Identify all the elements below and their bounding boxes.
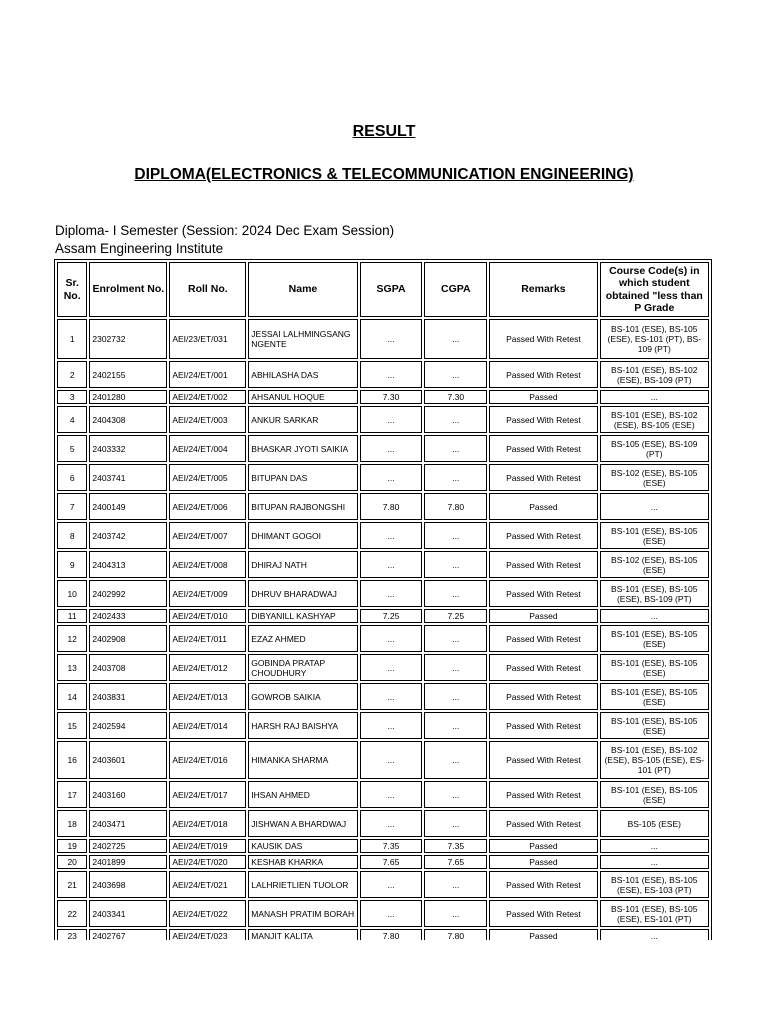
cell-sr-no: 21 [57,871,87,898]
cell-cgpa: ... [424,361,487,388]
cell-remarks: Passed With Retest [489,900,597,927]
cell-name: BITUPAN RAJBONGSHI [248,493,357,520]
cell-course-codes: ... [600,839,709,853]
table-row [57,654,709,681]
table-row [57,855,709,869]
cell-name: KAUSIK DAS [248,839,357,853]
cell-roll-no: AEI/24/ET/002 [169,390,246,404]
table-row [57,406,709,433]
cell-remarks: Passed With Retest [489,551,597,578]
cell-remarks: Passed With Retest [489,361,597,388]
cell-sr-no: 2 [57,361,87,388]
cell-sgpa: 7.35 [360,839,423,853]
cell-cgpa: 7.65 [424,855,487,869]
cell-name: MANJIT KALITA [248,929,357,940]
cell-course-codes: BS-101 (ESE), BS-105 (ESE) [600,781,709,808]
cell-sgpa: 7.80 [360,493,423,520]
cell-sr-no: 22 [57,900,87,927]
cell-course-codes: BS-105 (ESE) [600,810,709,837]
cell-sr-no: 19 [57,839,87,853]
cell-course-codes: BS-101 (ESE), BS-105 (ESE), ES-101 (PT), BS-109 (PT) [600,319,709,359]
cell-sgpa: 7.65 [360,855,423,869]
cell-sr-no: 10 [57,580,87,607]
column-header-sgpa: SGPA [360,262,423,317]
cell-enrolment-no: 2404308 [89,406,167,433]
cell-remarks: Passed With Retest [489,406,597,433]
cell-enrolment-no: 2403698 [89,871,167,898]
cell-sgpa: ... [360,810,423,837]
cell-enrolment-no: 2403341 [89,900,167,927]
cell-name: GOWROB SAIKIA [248,683,357,710]
table-row [57,683,709,710]
cell-roll-no: AEI/24/ET/006 [169,493,246,520]
cell-name: BHASKAR JYOTI SAIKIA [248,435,357,462]
cell-cgpa: ... [424,551,487,578]
column-header-name: Name [248,262,357,317]
column-header-sr-no: Sr. No. [57,262,87,317]
table-row [57,929,709,940]
cell-sgpa: ... [360,712,423,739]
cell-enrolment-no: 2400149 [89,493,167,520]
cell-cgpa: ... [424,435,487,462]
table-row [57,390,709,404]
cell-sgpa: ... [360,361,423,388]
cell-name: BITUPAN DAS [248,464,357,491]
cell-cgpa: 7.30 [424,390,487,404]
cell-name: GOBINDA PRATAP CHOUDHURY [248,654,357,681]
cell-course-codes: BS-101 (ESE), BS-105 (ESE), ES-103 (PT) [600,871,709,898]
cell-roll-no: AEI/23/ET/031 [169,319,246,359]
cell-course-codes: ... [600,390,709,404]
cell-course-codes: BS-101 (ESE), BS-102 (ESE), BS-105 (ESE), ES-101 (PT) [600,741,709,779]
cell-sgpa: ... [360,683,423,710]
program-title: DIPLOMA(ELECTRONICS & TELECOMMUNICATION ENGINEERING) [134,166,634,183]
cell-remarks: Passed With Retest [489,464,597,491]
cell-course-codes: ... [600,855,709,869]
cell-roll-no: AEI/24/ET/021 [169,871,246,898]
cell-enrolment-no: 2404313 [89,551,167,578]
column-header-course-codes: Course Code(s) in which student obtained "less than P Grade [600,262,709,317]
cell-sr-no: 9 [57,551,87,578]
cell-sr-no: 16 [57,741,87,779]
cell-course-codes: BS-101 (ESE), BS-105 (ESE), BS-109 (PT) [600,580,709,607]
cell-cgpa: ... [424,781,487,808]
cell-enrolment-no: 2403160 [89,781,167,808]
cell-cgpa: 7.35 [424,839,487,853]
cell-name: HIMANKA SHARMA [248,741,357,779]
cell-sgpa: ... [360,580,423,607]
cell-enrolment-no: 2403741 [89,464,167,491]
cell-sgpa: 7.80 [360,929,423,940]
cell-enrolment-no: 2402433 [89,609,167,623]
table-row [57,810,709,837]
cell-sr-no: 5 [57,435,87,462]
cell-sr-no: 6 [57,464,87,491]
cell-roll-no: AEI/24/ET/008 [169,551,246,578]
cell-enrolment-no: 2403742 [89,522,167,549]
cell-enrolment-no: 2302732 [89,319,167,359]
table-row [57,580,709,607]
cell-sgpa: ... [360,741,423,779]
page-title: RESULT [352,123,416,140]
table-row [57,712,709,739]
table-row [57,464,709,491]
cell-remarks: Passed [489,839,597,853]
table-row [57,435,709,462]
cell-course-codes: ... [600,609,709,623]
cell-sr-no: 7 [57,493,87,520]
cell-enrolment-no: 2402908 [89,625,167,652]
table-row [57,839,709,853]
cell-course-codes: BS-102 (ESE), BS-105 (ESE) [600,464,709,491]
cell-roll-no: AEI/24/ET/023 [169,929,246,940]
cell-roll-no: AEI/24/ET/009 [169,580,246,607]
cell-course-codes: ... [600,493,709,520]
cell-roll-no: AEI/24/ET/018 [169,810,246,837]
cell-roll-no: AEI/24/ET/003 [169,406,246,433]
cell-sr-no: 14 [57,683,87,710]
cell-course-codes: BS-101 (ESE), BS-105 (ESE), ES-101 (PT) [600,900,709,927]
cell-course-codes: BS-101 (ESE), BS-102 (ESE), BS-105 (ESE) [600,406,709,433]
cell-remarks: Passed With Retest [489,781,597,808]
cell-remarks: Passed With Retest [489,625,597,652]
cell-enrolment-no: 2402725 [89,839,167,853]
cell-sgpa: 7.25 [360,609,423,623]
cell-cgpa: ... [424,464,487,491]
cell-sgpa: ... [360,871,423,898]
result-table [55,260,711,940]
cell-sgpa: ... [360,319,423,359]
table-header-row [57,262,709,317]
cell-sr-no: 4 [57,406,87,433]
table-row [57,522,709,549]
result-table-container [54,259,712,940]
cell-name: JESSAI LALHMINGSANG NGENTE [248,319,357,359]
cell-cgpa: 7.25 [424,609,487,623]
cell-remarks: Passed [489,855,597,869]
table-row [57,319,709,359]
cell-sr-no: 11 [57,609,87,623]
cell-cgpa: ... [424,810,487,837]
cell-remarks: Passed [489,493,597,520]
cell-roll-no: AEI/24/ET/004 [169,435,246,462]
cell-course-codes: BS-101 (ESE), BS-105 (ESE) [600,625,709,652]
cell-enrolment-no: 2401280 [89,390,167,404]
cell-roll-no: AEI/24/ET/010 [169,609,246,623]
cell-remarks: Passed With Retest [489,683,597,710]
cell-sr-no: 8 [57,522,87,549]
cell-roll-no: AEI/24/ET/001 [169,361,246,388]
cell-sgpa: ... [360,551,423,578]
table-row [57,741,709,779]
table-row [57,609,709,623]
cell-name: JISHWAN A BHARDWAJ [248,810,357,837]
institute-name: Assam Engineering Institute [55,241,224,256]
cell-sgpa: ... [360,900,423,927]
cell-course-codes: BS-101 (ESE), BS-102 (ESE), BS-109 (PT) [600,361,709,388]
cell-cgpa: 7.80 [424,929,487,940]
cell-cgpa: ... [424,654,487,681]
cell-sr-no: 23 [57,929,87,940]
cell-name: DIBYANILL KASHYAP [248,609,357,623]
cell-roll-no: AEI/24/ET/012 [169,654,246,681]
cell-roll-no: AEI/24/ET/022 [169,900,246,927]
cell-course-codes: BS-102 (ESE), BS-105 (ESE) [600,551,709,578]
cell-roll-no: AEI/24/ET/019 [169,839,246,853]
semester-session: Diploma- I Semester (Session: 2024 Dec Exam Session) [55,223,395,238]
cell-name: ANKUR SARKAR [248,406,357,433]
cell-sgpa: ... [360,406,423,433]
cell-sgpa: 7.30 [360,390,423,404]
cell-sgpa: ... [360,654,423,681]
cell-name: KESHAB KHARKA [248,855,357,869]
cell-sgpa: ... [360,625,423,652]
cell-sr-no: 17 [57,781,87,808]
cell-remarks: Passed With Retest [489,741,597,779]
cell-roll-no: AEI/24/ET/011 [169,625,246,652]
cell-enrolment-no: 2402155 [89,361,167,388]
cell-enrolment-no: 2401899 [89,855,167,869]
table-row [57,781,709,808]
cell-sgpa: ... [360,464,423,491]
cell-remarks: Passed With Retest [489,580,597,607]
column-header-roll-no: Roll No. [169,262,246,317]
column-header-cgpa: CGPA [424,262,487,317]
cell-enrolment-no: 2402767 [89,929,167,940]
cell-sgpa: ... [360,435,423,462]
cell-roll-no: AEI/24/ET/013 [169,683,246,710]
cell-remarks: Passed With Retest [489,522,597,549]
cell-cgpa: 7.80 [424,493,487,520]
cell-roll-no: AEI/24/ET/005 [169,464,246,491]
cell-roll-no: AEI/24/ET/017 [169,781,246,808]
cell-remarks: Passed [489,929,597,940]
cell-cgpa: ... [424,406,487,433]
cell-cgpa: ... [424,319,487,359]
table-row [57,493,709,520]
table-row [57,551,709,578]
cell-name: DHIRAJ NATH [248,551,357,578]
cell-course-codes: BS-105 (ESE), BS-109 (PT) [600,435,709,462]
cell-enrolment-no: 2403831 [89,683,167,710]
cell-name: ABHILASHA DAS [248,361,357,388]
cell-sr-no: 20 [57,855,87,869]
cell-name: LALHRIETLIEN TUOLOR [248,871,357,898]
cell-cgpa: ... [424,900,487,927]
cell-enrolment-no: 2402594 [89,712,167,739]
cell-sr-no: 15 [57,712,87,739]
table-body [57,319,709,940]
table-row [57,900,709,927]
cell-name: EZAZ AHMED [248,625,357,652]
cell-name: IHSAN AHMED [248,781,357,808]
cell-name: AHSANUL HOQUE [248,390,357,404]
cell-course-codes: BS-101 (ESE), BS-105 (ESE) [600,522,709,549]
cell-sgpa: ... [360,522,423,549]
cell-name: HARSH RAJ BAISHYA [248,712,357,739]
cell-sr-no: 13 [57,654,87,681]
column-header-enrolment-no: Enrolment No. [89,262,167,317]
cell-enrolment-no: 2403471 [89,810,167,837]
cell-remarks: Passed With Retest [489,435,597,462]
cell-sr-no: 3 [57,390,87,404]
cell-sr-no: 1 [57,319,87,359]
cell-sgpa: ... [360,781,423,808]
cell-cgpa: ... [424,683,487,710]
cell-cgpa: ... [424,580,487,607]
table-row [57,361,709,388]
cell-cgpa: ... [424,522,487,549]
cell-cgpa: ... [424,871,487,898]
column-header-remarks: Remarks [489,262,597,317]
cell-remarks: Passed [489,390,597,404]
cell-enrolment-no: 2403601 [89,741,167,779]
cell-remarks: Passed [489,609,597,623]
cell-roll-no: AEI/24/ET/016 [169,741,246,779]
cell-enrolment-no: 2403332 [89,435,167,462]
table-row [57,871,709,898]
cell-remarks: Passed With Retest [489,871,597,898]
cell-cgpa: ... [424,712,487,739]
cell-remarks: Passed With Retest [489,810,597,837]
cell-roll-no: AEI/24/ET/020 [169,855,246,869]
cell-name: DHIMANT GOGOI [248,522,357,549]
cell-remarks: Passed With Retest [489,654,597,681]
cell-enrolment-no: 2403708 [89,654,167,681]
cell-sr-no: 18 [57,810,87,837]
cell-enrolment-no: 2402992 [89,580,167,607]
cell-cgpa: ... [424,625,487,652]
cell-roll-no: AEI/24/ET/007 [169,522,246,549]
table-row [57,625,709,652]
cell-sr-no: 12 [57,625,87,652]
cell-remarks: Passed With Retest [489,712,597,739]
cell-course-codes: BS-101 (ESE), BS-105 (ESE) [600,683,709,710]
cell-cgpa: ... [424,741,487,779]
cell-name: DHRUV BHARADWAJ [248,580,357,607]
cell-course-codes: BS-101 (ESE), BS-105 (ESE) [600,654,709,681]
cell-course-codes: BS-101 (ESE), BS-105 (ESE) [600,712,709,739]
cell-roll-no: AEI/24/ET/014 [169,712,246,739]
cell-course-codes: ... [600,929,709,940]
cell-name: MANASH PRATIM BORAH [248,900,357,927]
cell-remarks: Passed With Retest [489,319,597,359]
